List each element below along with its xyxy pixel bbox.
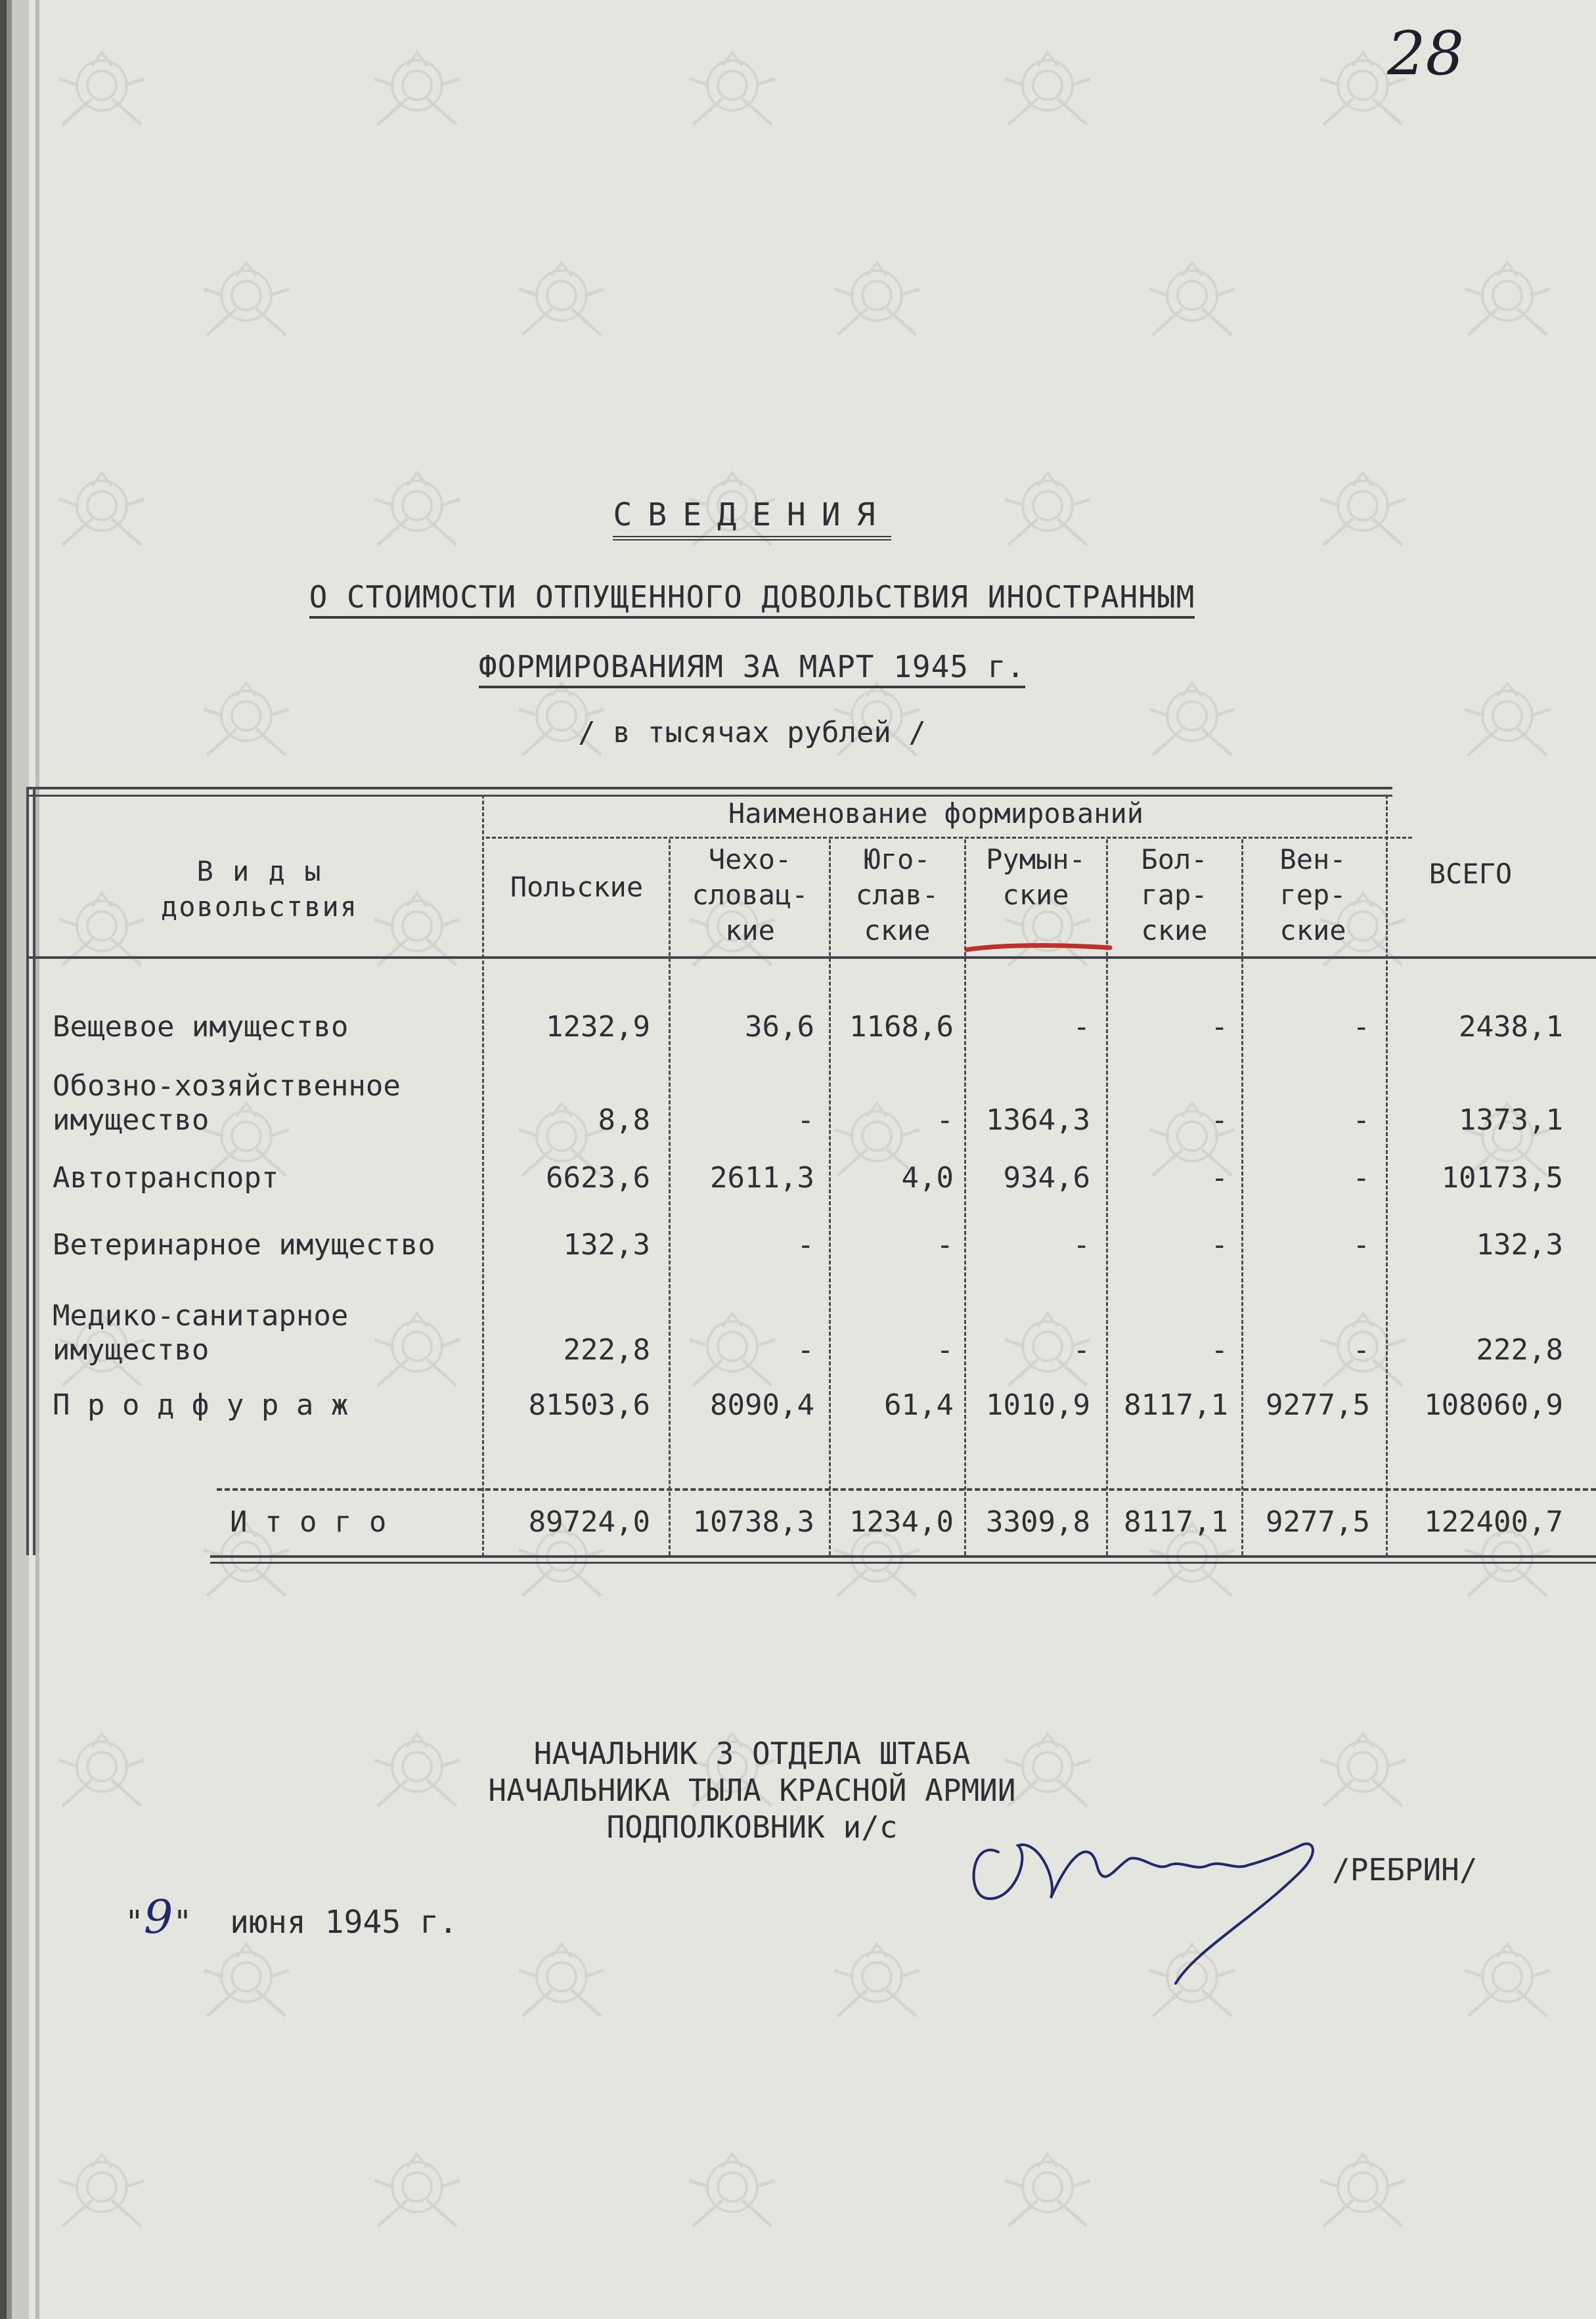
watermark-emblem [512, 1931, 611, 2029]
table-row-1-value: 2438,1 [1459, 1010, 1563, 1044]
table-row-3-value: 934,6 [1003, 1161, 1090, 1195]
table-row-6-label: П р о д ф у р а ж [53, 1388, 349, 1422]
date-day: 9 [143, 1890, 173, 1944]
table-row-1-value: - [1210, 1010, 1228, 1044]
table-row-4-value: - [1073, 1228, 1090, 1262]
handwritten-signature [959, 1800, 1340, 1997]
table-row-5-value: - [1210, 1333, 1228, 1367]
signature-line-3: ПОДПОЛКОВНИК и/с [606, 1809, 898, 1845]
col-header-bulgarian: Бол- гар- ские [1141, 843, 1208, 946]
table-left-rule [26, 787, 29, 1555]
table-row-4-value: - [1352, 1228, 1370, 1262]
header-bottom-rule [26, 956, 1596, 959]
watermark-emblem [1458, 1931, 1557, 2029]
table-row-3-value: 6623,6 [546, 1161, 650, 1195]
table-row-6-value: 81503,6 [528, 1388, 650, 1422]
col-rule-7 [1386, 795, 1388, 1557]
row-header: В и д ы довольствия [160, 855, 359, 923]
watermark-emblem [683, 39, 782, 138]
group-header-rule [486, 837, 1412, 839]
table-total-row-value: 89724,0 [528, 1505, 650, 1539]
table-row-2-value: 1373,1 [1459, 1103, 1563, 1137]
table-left-rule-2 [33, 787, 35, 1555]
watermark-emblem [1143, 250, 1241, 348]
table-row-1-value: 1232,9 [546, 1010, 650, 1044]
table-row-3-value: 4,0 [901, 1161, 954, 1195]
units-note: / в тысячах рублей / [578, 716, 926, 749]
subtitle-line-2 [0, 649, 1504, 684]
table-row-3-value: 2611,3 [710, 1161, 814, 1195]
watermark-emblem [828, 250, 926, 348]
table-total-row-value: 10738,3 [692, 1505, 814, 1539]
watermark-emblem [998, 2141, 1097, 2240]
col-header-yugoslav: Юго- слав- ские [855, 843, 939, 946]
document-title [0, 497, 1504, 533]
table-row-2-value: - [936, 1103, 954, 1137]
col-rule-2 [669, 839, 671, 1555]
table-row-4-label: Ветеринарное имущество [53, 1228, 435, 1262]
date-month-year: июня 1945 г. [230, 1904, 458, 1941]
col-header-hungarian: Вен- гер- ские [1279, 843, 1346, 946]
table-row-2-value: 1364,3 [986, 1103, 1090, 1137]
table-row-1-value: - [1073, 1010, 1090, 1044]
watermark-emblem [197, 1931, 296, 2029]
table-row-1-value: 1168,6 [849, 1010, 954, 1044]
table-row-4-value: 132,3 [1476, 1228, 1563, 1262]
col-rule-6 [1241, 839, 1243, 1555]
table-row-2-value: 8,8 [598, 1103, 650, 1137]
table-row-2-label: Обозно-хозяйственное имущество [53, 1069, 401, 1137]
table-bottom-rule-2 [210, 1562, 1596, 1564]
binding-edge [0, 0, 29, 2319]
table-total-row-value: 9277,5 [1266, 1505, 1370, 1539]
col-rule-1 [482, 795, 484, 1557]
watermark-emblem [53, 2141, 151, 2240]
watermark-emblem [998, 39, 1097, 138]
table-row-4-value: - [797, 1228, 814, 1262]
table-total-row-label: И т о г о [230, 1505, 387, 1539]
col-header-czech: Чехо- словац- кие [692, 843, 809, 946]
table-row-4-value: - [936, 1228, 954, 1262]
table-row-5-value: - [797, 1333, 814, 1367]
table-row-6-value: 61,4 [884, 1388, 954, 1422]
table-row-6-value: 8117,1 [1124, 1388, 1228, 1422]
col-header-polish: Польские [510, 871, 644, 903]
table-row-1-label: Вещевое имущество [53, 1010, 349, 1044]
table-total-row-value: 3309,8 [986, 1505, 1090, 1539]
signature-line-2: НАЧАЛЬНИКА ТЫЛА КРАСНОЙ АРМИИ [488, 1773, 1016, 1808]
table-row-6-value: 1010,9 [986, 1388, 1090, 1422]
watermark-emblem [683, 2141, 782, 2240]
watermark-emblem [368, 2141, 466, 2240]
signatory-name: /РЕБРИН/ [1332, 1852, 1478, 1888]
watermark-emblem [197, 250, 296, 348]
watermark-emblem [1314, 2141, 1412, 2240]
watermark-emblem [53, 39, 151, 138]
table-row-5-value: 222,8 [1476, 1333, 1563, 1367]
table-row-5-value: 222,8 [563, 1333, 650, 1367]
table-row-5-value: - [1352, 1333, 1370, 1367]
table-row-5-value: - [936, 1333, 954, 1367]
table-row-2-value: - [1210, 1103, 1228, 1137]
table-total-row-value: 1234,0 [849, 1505, 954, 1539]
document-date [125, 1890, 458, 1944]
table-row-2-value: - [1352, 1103, 1370, 1137]
table-row-3-value: 10173,5 [1441, 1161, 1563, 1195]
signature-line-1: НАЧАЛЬНИК 3 ОТДЕЛА ШТАБА [533, 1736, 971, 1771]
table-row-3-value: - [1210, 1161, 1228, 1195]
supply-table [26, 787, 1596, 1562]
table-total-row-value: 122400,7 [1424, 1505, 1563, 1539]
table-row-1-value: 36,6 [745, 1010, 814, 1044]
table-row-6-value: 9277,5 [1266, 1388, 1370, 1422]
table-top-rule [26, 787, 1392, 789]
table-row-5-label: Медико-санитарное имущество [53, 1299, 349, 1367]
table-row-2-value: - [797, 1103, 814, 1137]
table-row-4-value: - [1210, 1228, 1228, 1262]
table-row-5-value: - [1073, 1333, 1090, 1367]
col-header-total: ВСЕГО [1429, 858, 1513, 890]
table-row-1-value: - [1352, 1010, 1370, 1044]
watermark-emblem [828, 1931, 926, 2029]
group-header: Наименование формирований [728, 797, 1144, 829]
table-bottom-rule [210, 1555, 1596, 1558]
date-quote-open: " [125, 1904, 144, 1941]
table-row-4-value: 132,3 [563, 1228, 650, 1262]
document-title-text: СВЕДЕНИЯ [613, 497, 891, 541]
col-rule-3 [829, 839, 831, 1555]
subtitle-line-1 [0, 579, 1504, 615]
red-pencil-mark [964, 942, 1113, 954]
total-top-rule [217, 1488, 1596, 1491]
col-header-romanian: Румын- ские [986, 843, 1086, 911]
watermark-emblem [512, 250, 611, 348]
folio-number: 28 [1387, 18, 1465, 89]
table-row-3-value: - [1352, 1161, 1370, 1195]
date-quote-close: " [173, 1904, 192, 1941]
table-row-6-value: 108060,9 [1424, 1388, 1563, 1422]
watermark-emblem [368, 39, 466, 138]
table-total-row-value: 8117,1 [1124, 1505, 1228, 1539]
subtitle-line-1-text: О СТОИМОСТИ ОТПУЩЕННОГО ДОВОЛЬСТВИЯ ИНОСТРАННЫМ [309, 579, 1195, 619]
table-row-3-label: Автотранспорт [53, 1161, 279, 1195]
subtitle-line-2-text: ФОРМИРОВАНИЯМ ЗА МАРТ 1945 г. [479, 649, 1025, 688]
table-row-6-value: 8090,4 [710, 1388, 814, 1422]
watermark-emblem [1458, 250, 1557, 348]
